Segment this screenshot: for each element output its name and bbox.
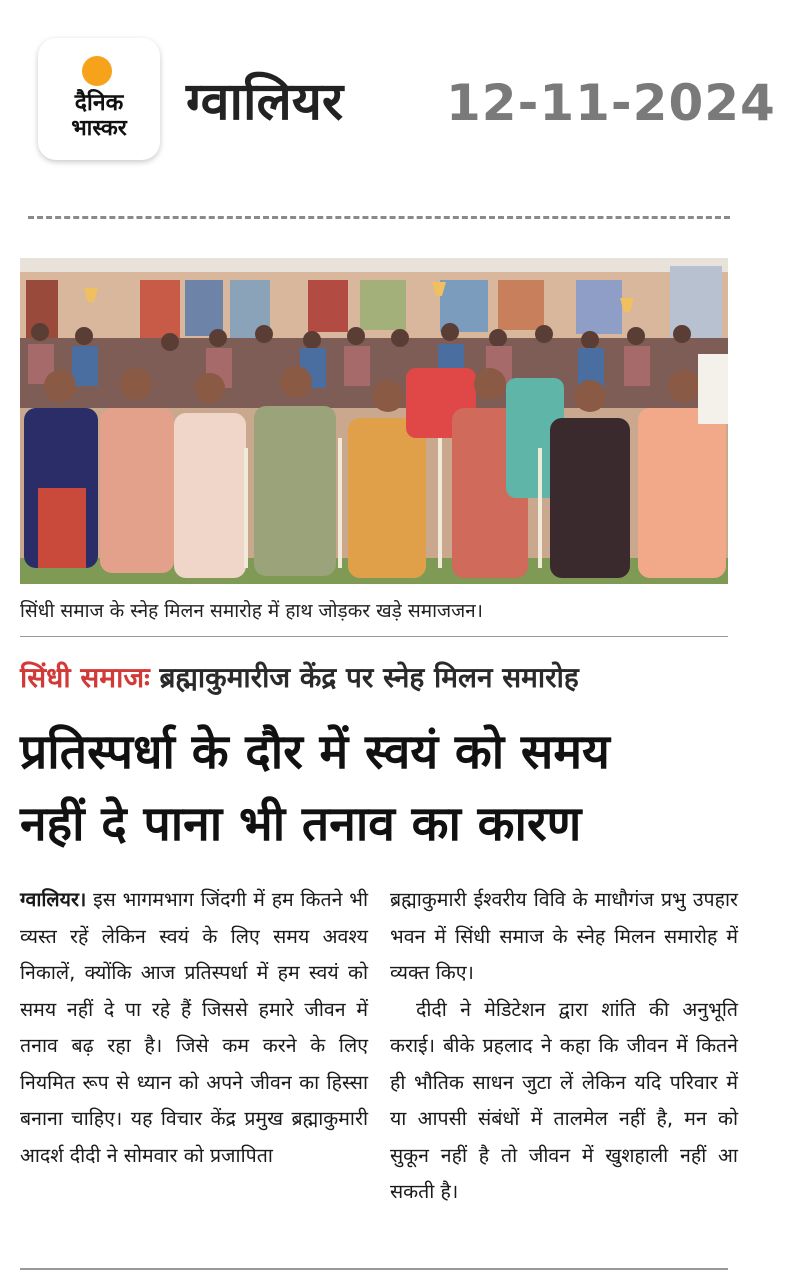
headline-line-1: प्रतिस्पर्धा के दौर में स्वयं को समय [20, 724, 610, 780]
article-headline [20, 716, 730, 860]
article-dateline: ग्वालियर। [20, 888, 87, 911]
logo-line-2: भास्कर [71, 116, 127, 141]
kicker-text: ब्रह्माकुमारीज केंद्र पर स्नेह मिलन समारोह [159, 661, 579, 694]
photo-caption: सिंधी समाज के स्नेह मिलन समारोह में हाथ जोड़कर खड़े समाजजन। [20, 600, 483, 622]
page-header [0, 0, 802, 200]
paragraph-1-continued: ब्रह्माकुमारी ईश्वरीय विवि के माधौगंज प्रभु उपहार भवन में सिंधी समाज के स्नेह मिलन समारोह में व्यक्त किए। [390, 888, 738, 984]
news-photo [20, 258, 728, 584]
newspaper-logo [38, 38, 160, 160]
edition-date: 12-11-2024 [446, 74, 776, 132]
dashed-divider [28, 216, 730, 219]
kicker-label: सिंधी समाजः [20, 661, 150, 694]
article-paragraph-2: दीदी ने मेडिटेशन द्वारा शांति की अनुभूति कराई। बीके प्रहलाद ने कहा कि जीवन में कितने ही भौतिक साधन जुटा लें लेकिन यदि परिवार में या आपसी संबंधों में तालमेल नहीं है, मन को सुकून नहीं है तो जीवन में खुशहाली नहीं आ सकती है। [390, 997, 738, 1203]
bottom-divider [20, 1268, 728, 1270]
city-title: ग्वालियर [186, 72, 344, 132]
headline-line-2: नहीं दे पाना भी तनाव का कारण [20, 796, 582, 852]
paragraph-1-text: इस भागमभाग जिंदगी में हम कितने भी व्यस्त रहें लेकिन स्वयं के लिए समय अवश्य निकालें, क्योंकि आज प्रतिस्पर्धा में हम स्वयं को समय नहीं दे पा रहे हैं जिससे हमारे जीवन में तनाव बढ़ रहा है। जिसे कम करने के लिए नियमित रूप से ध्यान को अपने जीवन का हिस्सा बनाना चाहिए। यह विचार केंद्र प्रमुख ब्रह्माकुमारी आदर्श दीदी ने सोमवार को प्रजापिता [20, 888, 368, 1167]
article-kicker [20, 654, 728, 702]
article-column-right [390, 882, 738, 1211]
article-paragraph-1 [20, 882, 368, 1174]
sun-icon [82, 56, 112, 86]
article-column-left [20, 882, 368, 1174]
caption-divider [20, 636, 728, 637]
logo-line-1: दैनिक [74, 90, 124, 116]
